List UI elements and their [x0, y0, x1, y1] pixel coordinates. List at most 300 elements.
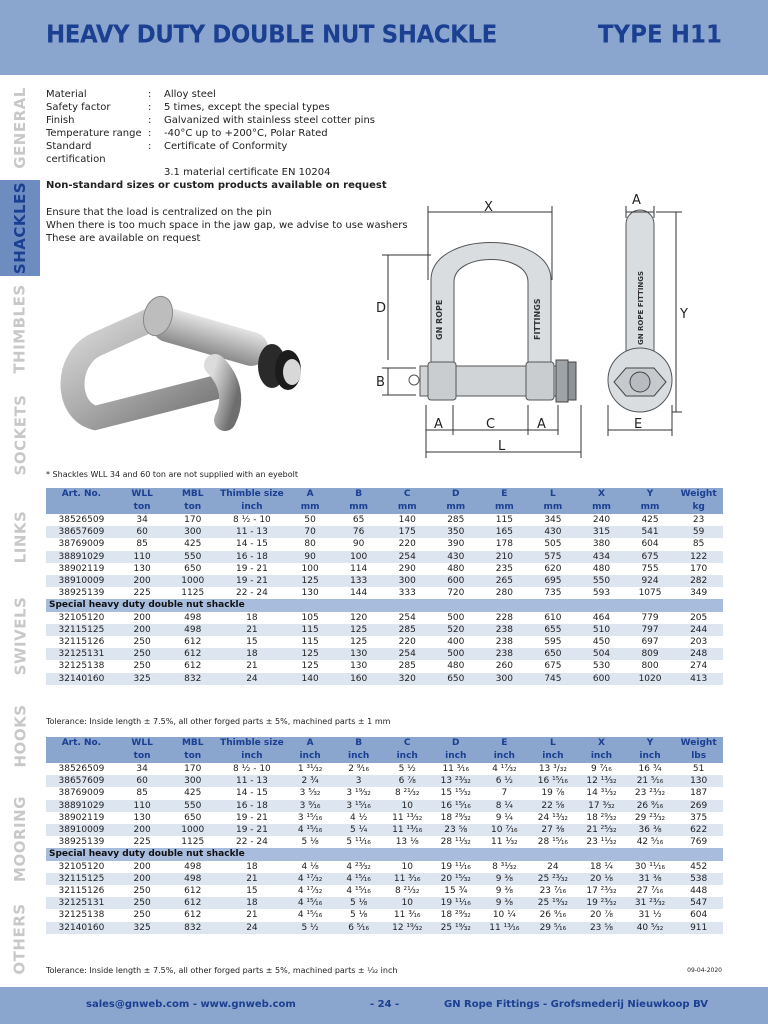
table-cell: 80: [304, 539, 316, 550]
table-cell: 30 ¹¹⁄₁₆: [634, 861, 666, 872]
drawing-text-right: FITTINGS: [533, 298, 542, 340]
table-cell: 8 ½ - 10: [233, 764, 271, 774]
section-title: Special heavy duty double nut shackle: [46, 599, 723, 611]
sidenav-tab-thimbles[interactable]: THIMBLES: [11, 284, 29, 374]
table-cell: 22 ⅝: [529, 800, 578, 812]
table-row: [46, 514, 723, 526]
column-header: E: [480, 737, 529, 750]
table-cell: 11 ¹³⁄₃₂: [392, 812, 423, 823]
table-row: [46, 775, 723, 787]
table-cell: 4 ¹⁵⁄₁₆: [286, 824, 335, 836]
table-cell: 448: [690, 886, 708, 897]
unit-row: [46, 750, 723, 763]
table-cell: 38526509: [58, 764, 105, 774]
table-row: [46, 538, 723, 550]
table-cell: 18: [246, 612, 258, 623]
table-cell: 265: [480, 575, 529, 587]
table-cell: 1125: [181, 588, 205, 599]
table-cell: 612: [184, 637, 202, 648]
table-cell: 170: [184, 515, 202, 525]
table-cell: 178: [495, 539, 513, 550]
table-cell: 70: [286, 526, 335, 538]
table-cell: 114: [350, 563, 368, 574]
column-header: A: [286, 488, 335, 501]
table-cell: 8 ½ - 10: [233, 515, 271, 525]
column-header: mm: [626, 501, 675, 514]
eyebolt-footnote: * Shackles WLL 34 and 60 ton are not supplied with an eyebolt: [46, 470, 298, 479]
table-cell: 11 ³⁄₁₆: [442, 764, 470, 774]
column-header: [46, 501, 117, 514]
footer-contact: sales@gnweb.com - www.gnweb.com: [86, 999, 296, 1010]
table-cell: 16 ¹⁵⁄₁₆: [529, 775, 578, 787]
table-cell: 228: [495, 612, 513, 623]
table-cell: 18: [246, 861, 258, 872]
table-cell: 550: [167, 551, 218, 563]
table-cell: 620: [544, 563, 562, 574]
column-header: inch: [286, 750, 335, 763]
table-cell: 735: [544, 588, 562, 599]
usage-note: When there is too much space in the jaw gap, we advise to use washers: [46, 220, 408, 231]
table-cell: 604: [690, 910, 708, 921]
table-cell: 32105120: [58, 861, 105, 872]
table-cell: 23 ⁷⁄₁₆: [539, 886, 567, 897]
sidenav-tab-sockets[interactable]: SOCKETS: [11, 394, 29, 476]
table-row: [46, 612, 723, 624]
table-cell: 200: [117, 824, 168, 836]
table-cell: 325: [117, 922, 168, 934]
table-cell: 254: [383, 551, 432, 563]
imperial-spec-table: [46, 737, 723, 934]
table-cell: 650: [184, 563, 202, 574]
table-cell: 4 ¹⁵⁄₁₆: [297, 910, 323, 921]
table-cell: 650: [184, 812, 202, 823]
table-cell: 125: [350, 637, 368, 648]
table-row: [46, 824, 723, 836]
table-cell: 425: [641, 515, 659, 525]
table-cell: 6 ½: [480, 775, 529, 787]
spec-row: Temperature range : -40°C up to +200°C, Polar Rated: [46, 128, 328, 139]
column-header: B: [334, 488, 383, 501]
table-cell: 4 ¹⁷⁄₃₂: [286, 873, 335, 885]
page-number: - 24 -: [370, 999, 400, 1010]
table-cell: 5 ½: [398, 764, 416, 774]
technical-drawing: [376, 190, 706, 465]
table-cell: 325: [117, 673, 168, 685]
table-cell: 1125: [181, 837, 205, 848]
table-cell: 15: [246, 886, 258, 897]
table-cell: 720: [447, 588, 465, 599]
dim-label-y: Y: [680, 307, 688, 322]
table-cell: 2 ⁹⁄₁₆: [348, 764, 370, 774]
table-cell: 38526509: [58, 515, 105, 525]
table-cell: 575: [529, 551, 578, 563]
table-cell: 550: [167, 800, 218, 812]
table-cell: 593: [592, 588, 611, 599]
table-cell: 21 ²⁵⁄₃₂: [577, 824, 626, 836]
table-cell: 175: [383, 526, 432, 538]
table-cell: 16 - 18: [218, 551, 286, 563]
column-header: WLL: [117, 737, 168, 750]
table-row: [46, 575, 723, 587]
table-cell: 85: [692, 539, 705, 550]
table-cell: 27 ⁷⁄₁₆: [636, 886, 664, 897]
table-cell: 1020: [626, 673, 675, 685]
table-cell: 11 ³⁄₁₆: [383, 873, 432, 885]
table-cell: 547: [674, 897, 723, 909]
side-navigation: [0, 75, 40, 987]
column-header: Thimble size: [218, 488, 286, 501]
column-header: L: [529, 488, 578, 501]
table-cell: 17 ²³⁄₃₂: [586, 886, 617, 897]
table-cell: 19 ¹¹⁄₁₆: [432, 897, 481, 909]
column-header: inch: [383, 750, 432, 763]
table-cell: 12 ¹⁹⁄₃₂: [383, 922, 432, 934]
table-cell: 797: [626, 624, 675, 636]
table-cell: 100: [301, 563, 319, 574]
table-cell: 32115126: [58, 886, 105, 897]
table-cell: 285: [398, 661, 416, 672]
dim-label-l: L: [498, 439, 506, 454]
table-row: [46, 922, 723, 934]
column-header: inch: [432, 750, 481, 763]
table-cell: 809: [626, 648, 675, 660]
table-row: [46, 787, 723, 799]
column-header: D: [432, 737, 481, 750]
table-cell: 9 ⅜: [480, 897, 529, 909]
table-cell: 4 ¹⁵⁄₁₆: [334, 873, 383, 885]
column-header: C: [383, 737, 432, 750]
column-header: C: [383, 488, 432, 501]
table-cell: 500: [447, 612, 465, 623]
table-cell: 675: [544, 661, 562, 672]
spec-row: Finish : Galvanized with stainless steel cotter pins: [46, 115, 376, 126]
table-cell: 4 ⅛: [301, 861, 319, 872]
table-cell: 23 ⅝: [432, 824, 481, 836]
sidenav-tab-mooring[interactable]: MOORING: [11, 795, 29, 882]
table-cell: 452: [690, 861, 708, 872]
table-cell: 23 ⅝: [577, 922, 626, 934]
table-cell: 200: [133, 612, 151, 623]
table-row: [46, 660, 723, 672]
table-cell: 238: [480, 648, 529, 660]
usage-note: Ensure that the load is centralized on the pin: [46, 207, 272, 218]
table-cell: 14 ³¹⁄₃₂: [586, 788, 617, 799]
table-cell: 125: [301, 661, 319, 672]
sidenav-tab-shackles[interactable]: SHACKLES: [0, 180, 40, 276]
table-cell: 110: [117, 551, 168, 563]
table-cell: 19 - 21: [235, 812, 268, 823]
table-cell: 51: [692, 764, 705, 774]
table-cell: 25 ¹⁹⁄₃₂: [432, 922, 481, 934]
table-cell: 21: [246, 661, 258, 672]
table-cell: 29 ⁵⁄₁₆: [529, 922, 578, 934]
column-header: ton: [167, 501, 218, 514]
table-cell: 13 ³/₃₂: [538, 764, 567, 774]
sidenav-tab-swivels[interactable]: SWIVELS: [11, 596, 29, 676]
table-cell: 600: [577, 673, 626, 685]
table-cell: 125: [286, 648, 335, 660]
table-cell: 10: [401, 861, 413, 872]
table-cell: 36 ⅜: [626, 824, 675, 836]
table-cell: 10 ⁷⁄₁₆: [480, 824, 529, 836]
table-cell: 250: [133, 910, 151, 921]
dim-label-d: D: [376, 301, 387, 316]
column-header: inch: [577, 750, 626, 763]
sidenav-tab-hooks[interactable]: HOOKS: [11, 704, 30, 768]
table-cell: 250: [117, 897, 168, 909]
table-cell: 11 - 13: [218, 526, 286, 538]
page-header: [0, 0, 768, 75]
table-cell: 76: [334, 526, 383, 538]
table-cell: 779: [641, 612, 659, 623]
table-cell: 60: [117, 526, 168, 538]
table-cell: 90: [352, 539, 365, 550]
table-cell: 612: [167, 648, 218, 660]
table-cell: 285: [447, 515, 465, 525]
table-cell: 38910009: [46, 824, 117, 836]
column-header: MBL: [167, 737, 218, 750]
dim-label-a-side: A: [632, 193, 641, 208]
dim-label-a: A: [434, 417, 443, 432]
table-cell: 28 ¹¹⁄₃₂: [440, 837, 471, 848]
table-cell: 480: [447, 563, 465, 574]
table-cell: 349: [690, 588, 708, 599]
table-cell: 14 - 15: [235, 539, 268, 550]
table-cell: 25 ²³⁄₃₂: [529, 873, 578, 885]
table-cell: 612: [184, 886, 202, 897]
table-cell: 5 ¼: [334, 824, 383, 836]
table-cell: 10 ¼: [492, 910, 516, 921]
table-cell: 260: [495, 661, 513, 672]
table-cell: 38925139: [58, 837, 105, 848]
table-cell: 38891029: [46, 800, 117, 812]
table-cell: 40 ⁵⁄₃₂: [626, 922, 675, 934]
spec-list: [46, 88, 375, 179]
table-cell: 32115125: [46, 873, 117, 885]
table-cell: 200: [117, 873, 168, 885]
table-cell: 244: [674, 624, 723, 636]
table-cell: 34: [136, 764, 148, 774]
table-cell: 29 ²³⁄₃₂: [634, 812, 666, 823]
header-row: [46, 737, 723, 750]
table-cell: 15 ¹⁵⁄₃₂: [440, 788, 471, 799]
table-cell: 31 ⅜: [626, 873, 675, 885]
table-cell: 498: [184, 861, 202, 872]
table-cell: 4 ²³⁄₃₂: [346, 861, 371, 872]
table-cell: 15: [246, 637, 258, 648]
table-cell: 130: [133, 563, 151, 574]
table-cell: 225: [133, 588, 151, 599]
column-header: lbs: [674, 750, 723, 763]
table-cell: 650: [529, 648, 578, 660]
table-cell: 6 ⅞: [383, 775, 432, 787]
table-cell: 50: [304, 515, 316, 525]
table-cell: 9 ⅜: [495, 886, 513, 897]
drawing-text-side: GN ROPE FITTINGS: [637, 270, 645, 345]
table-cell: 3: [334, 775, 383, 787]
column-header: E: [480, 488, 529, 501]
column-header: Weight: [674, 737, 723, 750]
table-cell: 375: [690, 812, 708, 823]
table-cell: 800: [641, 661, 659, 672]
table-cell: 250: [133, 637, 151, 648]
table-row: [46, 800, 723, 812]
table-cell: 1 ³¹⁄₃₂: [297, 764, 323, 774]
product-type: TYPE H11: [597, 20, 722, 50]
table-cell: 19 ¹¹⁄₁₆: [440, 861, 471, 872]
table-cell: 27 ⅜: [529, 824, 578, 836]
table-cell: 248: [674, 648, 723, 660]
table-cell: 1075: [638, 588, 662, 599]
table-cell: 18 ²⁹⁄₃₂: [440, 910, 471, 921]
table-cell: 911: [674, 922, 723, 934]
dim-label-e: E: [634, 417, 643, 432]
table-cell: 130: [301, 588, 319, 599]
column-header: ton: [117, 501, 168, 514]
custom-products-note: Non-standard sizes or custom products available on request: [46, 180, 387, 191]
table-cell: 9 ⁷⁄₁₆: [591, 764, 612, 774]
table-cell: 604: [641, 539, 659, 550]
column-header: Y: [626, 488, 675, 501]
table-cell: 16 ¹⁵⁄₁₆: [432, 800, 481, 812]
column-header: Thimble size: [218, 737, 286, 750]
table-cell: 11 ³⁄₁₆: [393, 910, 421, 921]
table-cell: 18: [218, 648, 286, 660]
table-cell: 32125138: [58, 910, 105, 921]
column-header: inch: [626, 750, 675, 763]
table-cell: 38902119: [58, 563, 105, 574]
column-header: WLL: [117, 488, 168, 501]
table-cell: 17 ³⁄₃₂: [577, 800, 626, 812]
column-header: mm: [334, 501, 383, 514]
spec-row: Standard certification : Certificate of Conformity: [46, 141, 288, 165]
table-cell: 65: [352, 515, 365, 525]
table-cell: 20 ⅛: [577, 873, 626, 885]
tolerance-note-imperial: Tolerance: Inside length ± 7.5%, all other forged parts ± 5%, machined parts ± ¹⁄₃₂ inch: [46, 966, 398, 975]
table-cell: 170: [184, 764, 202, 774]
table-cell: 3 ¹⁵⁄₁₆: [334, 800, 383, 812]
table-cell: 19 - 21: [218, 824, 286, 836]
table-row: [46, 812, 723, 824]
table-cell: 144: [350, 588, 368, 599]
table-cell: 612: [184, 661, 202, 672]
table-cell: 300: [167, 775, 218, 787]
table-cell: 4 ¹⁷⁄₃₂: [297, 886, 323, 897]
table-cell: 300: [383, 575, 432, 587]
table-cell: 18 ²⁹⁄₃₂: [586, 812, 617, 823]
table-cell: 165: [480, 526, 529, 538]
table-cell: 13 ⅛: [395, 837, 419, 848]
column-header: mm: [577, 501, 626, 514]
table-row: [46, 836, 723, 848]
table-cell: 85: [136, 539, 148, 550]
page-title: HEAVY DUTY DOUBLE NUT SHACKLE: [46, 20, 497, 50]
table-row: [46, 587, 723, 599]
column-header: Art. No.: [46, 488, 117, 501]
table-cell: 520: [432, 624, 481, 636]
table-cell: 622: [674, 824, 723, 836]
sidenav-tab-general[interactable]: GENERAL: [11, 86, 30, 169]
table-cell: 530: [592, 661, 611, 672]
table-cell: 85: [136, 788, 148, 799]
table-cell: 8 ³¹⁄₃₂: [492, 861, 517, 872]
table-cell: 18: [218, 897, 286, 909]
table-cell: 140: [286, 673, 335, 685]
table-cell: 538: [674, 873, 723, 885]
table-row: [46, 909, 723, 921]
shackle-photo: [60, 290, 310, 440]
table-cell: 42 ⁵⁄₁₆: [636, 837, 664, 848]
table-cell: 24 ¹³⁄₃₂: [537, 812, 569, 823]
table-cell: 26 ⁹⁄₁₆: [539, 910, 567, 921]
column-header: kg: [674, 501, 723, 514]
table-cell: 16 - 18: [218, 800, 286, 812]
table-cell: 11 - 13: [218, 775, 286, 787]
table-cell: 38902119: [58, 812, 105, 823]
table-cell: 26 ⁹⁄₁₆: [626, 800, 675, 812]
table-row: [46, 636, 723, 648]
spec-row: Safety factor : 5 times, except the special types: [46, 102, 330, 113]
table-cell: 745: [529, 673, 578, 685]
column-header: X: [577, 488, 626, 501]
table-cell: 24: [218, 673, 286, 685]
table-cell: 220: [398, 539, 416, 550]
table-cell: 300: [167, 526, 218, 538]
table-cell: 8 ¼: [480, 800, 529, 812]
table-cell: 21: [218, 873, 286, 885]
table-cell: 130: [350, 661, 368, 672]
table-row: [46, 885, 723, 897]
sidenav-tab-others[interactable]: OTHERS: [11, 903, 30, 975]
table-cell: 4 ½: [350, 812, 368, 823]
table-cell: 500: [432, 648, 481, 660]
column-header: ton: [167, 750, 218, 763]
table-cell: 675: [626, 551, 675, 563]
table-cell: 755: [641, 563, 659, 574]
table-cell: 595: [544, 637, 562, 648]
table-cell: 28 ¹⁵⁄₁₆: [537, 837, 569, 848]
column-header: X: [577, 737, 626, 750]
table-cell: 19 ⅞: [541, 788, 565, 799]
table-cell: 238: [480, 624, 529, 636]
section-row: [46, 848, 723, 860]
table-cell: 498: [167, 624, 218, 636]
table-cell: 498: [184, 612, 202, 623]
table-cell: 450: [592, 637, 611, 648]
table-row: [46, 648, 723, 660]
column-header: inch: [480, 750, 529, 763]
sidenav-tab-links[interactable]: LINKS: [11, 510, 29, 564]
table-cell: 34: [136, 515, 148, 525]
table-cell: 9 ⅜: [480, 873, 529, 885]
dim-label-a-right: A: [537, 417, 546, 432]
table-cell: 505: [544, 539, 562, 550]
column-header: Y: [626, 737, 675, 750]
table-cell: 250: [133, 661, 151, 672]
table-cell: 32105120: [58, 612, 105, 623]
column-header: ton: [117, 750, 168, 763]
table-cell: 133: [334, 575, 383, 587]
table-cell: 38769009: [58, 539, 105, 550]
table-cell: 390: [447, 539, 465, 550]
dim-label-b: B: [376, 375, 385, 390]
table-cell: 220: [398, 637, 416, 648]
table-cell: 115: [495, 515, 513, 525]
table-row: [46, 526, 723, 538]
spec-row: 3.1 material certificate EN 10204: [164, 167, 331, 178]
table-cell: 9 ¼: [495, 812, 513, 823]
column-header: inch: [529, 750, 578, 763]
